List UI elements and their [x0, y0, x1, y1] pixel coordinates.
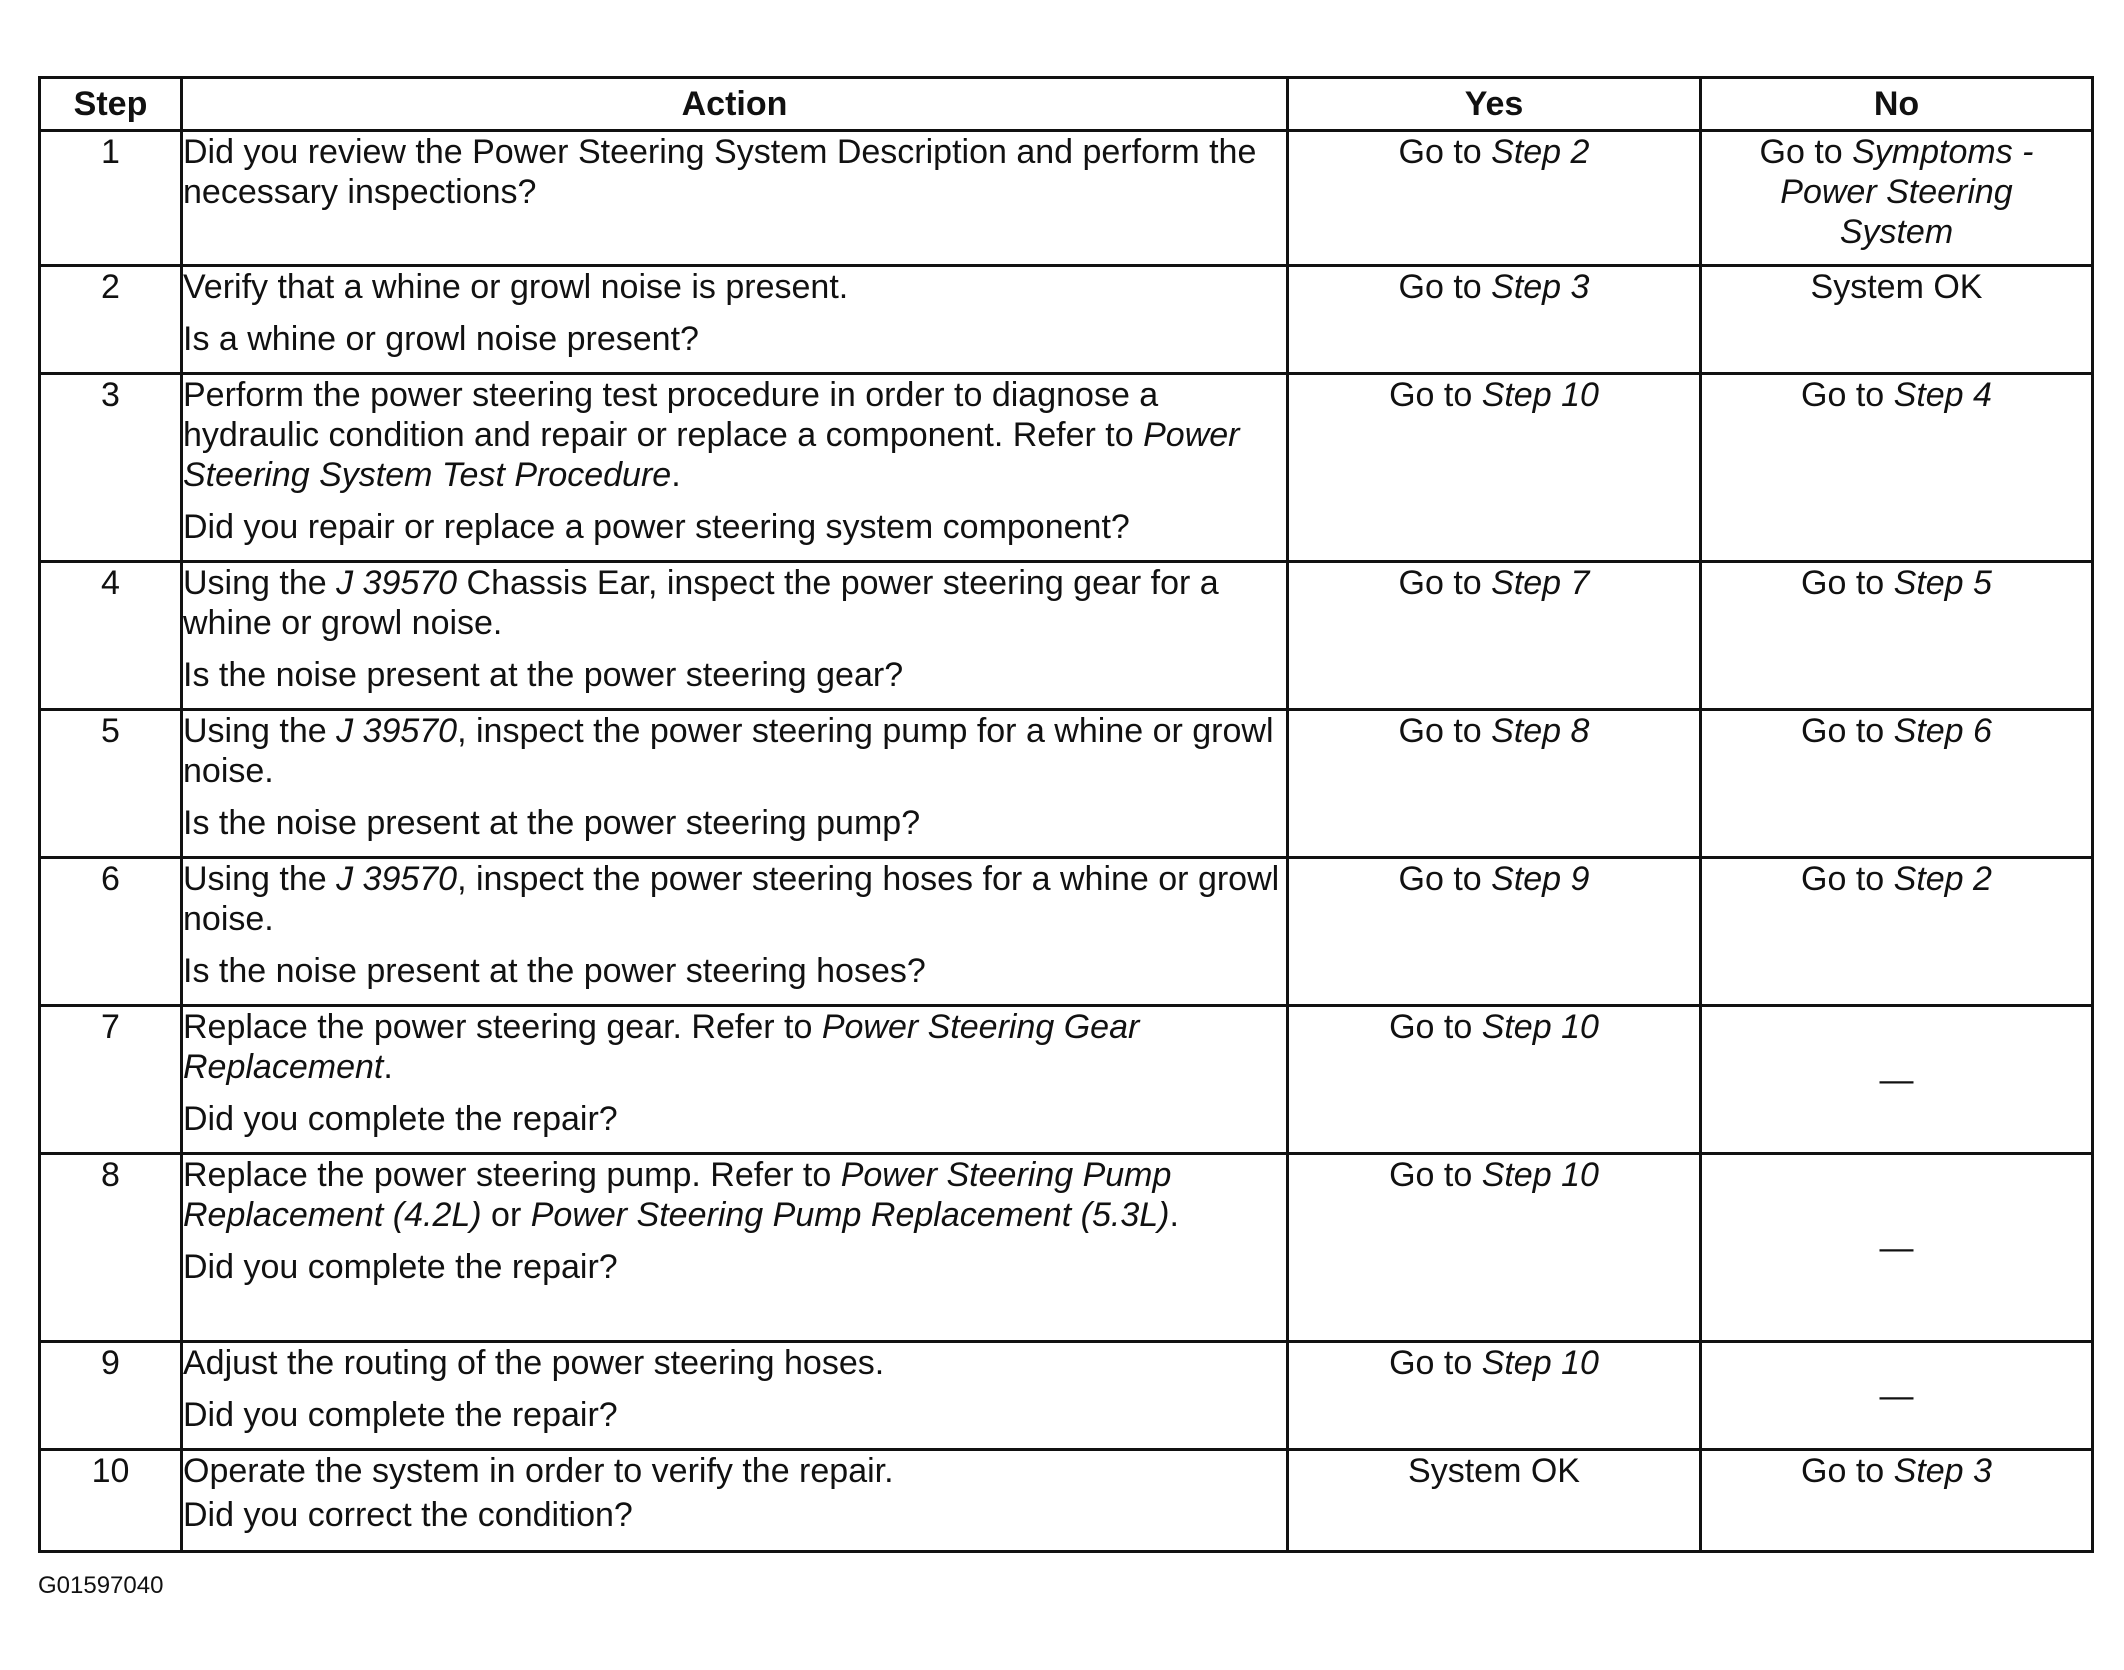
yes-result: Go to Step 10 [1288, 1154, 1701, 1342]
action-question: Is the noise present at the power steering gear? [183, 656, 904, 694]
table-row [40, 1006, 2093, 1154]
action-instruction: Replace the power steering pump. Refer to Power Steering Pump Replacement (4.2L) or Power Steering Pump Replacement (5.3L). [183, 1156, 1179, 1234]
yes-result: Go to Step 10 [1288, 374, 1701, 562]
step-number: 4 [40, 562, 182, 710]
action-question: Did you complete the repair? [183, 1100, 618, 1138]
no-result: Go to Step 4 [1701, 374, 2093, 562]
no-result: Go to Symptoms - Power Steering System [1701, 131, 2093, 266]
action-instruction: Using the J 39570 Chassis Ear, inspect the power steering gear for a whine or growl noise. [183, 564, 1219, 642]
action-question: Is a whine or growl noise present? [183, 320, 699, 358]
action-question: Is the noise present at the power steering pump? [183, 804, 921, 842]
step-number: 5 [40, 710, 182, 858]
step-number: 2 [40, 266, 182, 374]
yes-result: Go to Step 10 [1288, 1342, 1701, 1450]
step-number: 8 [40, 1154, 182, 1342]
action-cell [182, 1154, 1288, 1342]
diagnostic-table [38, 76, 2094, 1553]
header-no: No [1701, 78, 2093, 131]
action-cell [182, 374, 1288, 562]
yes-result: Go to Step 3 [1288, 266, 1701, 374]
action-instruction: Using the J 39570, inspect the power steering hoses for a whine or growl noise. [183, 860, 1280, 938]
action-cell [182, 266, 1288, 374]
yes-result: Go to Step 7 [1288, 562, 1701, 710]
yes-result: Go to Step 10 [1288, 1006, 1701, 1154]
no-result: — [1701, 1342, 2093, 1450]
no-result: — [1701, 1006, 2093, 1154]
action-question: Did you complete the repair? [183, 1248, 618, 1286]
action-cell [182, 131, 1288, 266]
action-instruction: Replace the power steering gear. Refer to Power Steering Gear Replacement. [183, 1008, 1140, 1086]
action-instruction: Operate the system in order to verify the repair. [183, 1452, 894, 1490]
table-row [40, 374, 2093, 562]
table-row [40, 1342, 2093, 1450]
yes-result: Go to Step 8 [1288, 710, 1701, 858]
header-row [40, 78, 2093, 131]
step-number: 10 [40, 1450, 182, 1552]
action-question: Is the noise present at the power steering hoses? [183, 952, 926, 990]
table-row [40, 131, 2093, 266]
figure-id: G01597040 [38, 1572, 164, 1599]
action-instruction: Using the J 39570, inspect the power steering pump for a whine or growl noise. [183, 712, 1274, 790]
table-row [40, 710, 2093, 858]
yes-result: Go to Step 9 [1288, 858, 1701, 1006]
table-row [40, 858, 2093, 1006]
table-row [40, 1154, 2093, 1342]
action-cell [182, 562, 1288, 710]
no-result: Go to Step 5 [1701, 562, 2093, 710]
action-cell [182, 858, 1288, 1006]
step-number: 7 [40, 1006, 182, 1154]
action-question: Did you correct the condition? [183, 1496, 633, 1534]
no-result: System OK [1701, 266, 2093, 374]
action-instruction: Adjust the routing of the power steering hoses. [183, 1344, 885, 1382]
header-action: Action [182, 78, 1288, 131]
action-cell [182, 1450, 1288, 1552]
action-question: Did you repair or replace a power steering system component? [183, 508, 1130, 546]
step-number: 3 [40, 374, 182, 562]
action-instruction: Perform the power steering test procedure in order to diagnose a hydraulic condition and repair or replace a component. Refer to Power Steering System Test Procedure. [183, 376, 1240, 494]
action-instruction: Did you review the Power Steering System Description and perform the necessary inspections? [183, 133, 1257, 211]
header-step: Step [40, 78, 182, 131]
yes-result: System OK [1288, 1450, 1701, 1552]
no-result: Go to Step 2 [1701, 858, 2093, 1006]
header-yes: Yes [1288, 78, 1701, 131]
action-question: Did you complete the repair? [183, 1396, 618, 1434]
yes-result: Go to Step 2 [1288, 131, 1701, 266]
no-result: — [1701, 1154, 2093, 1342]
no-result: Go to Step 6 [1701, 710, 2093, 858]
step-number: 6 [40, 858, 182, 1006]
step-number: 1 [40, 131, 182, 266]
action-cell [182, 1342, 1288, 1450]
no-result: Go to Step 3 [1701, 1450, 2093, 1552]
table-body [40, 131, 2093, 1552]
action-cell [182, 1006, 1288, 1154]
table-row [40, 562, 2093, 710]
table-row [40, 266, 2093, 374]
table-row [40, 1450, 2093, 1552]
action-cell [182, 710, 1288, 858]
step-number: 9 [40, 1342, 182, 1450]
action-instruction: Verify that a whine or growl noise is present. [183, 268, 849, 306]
